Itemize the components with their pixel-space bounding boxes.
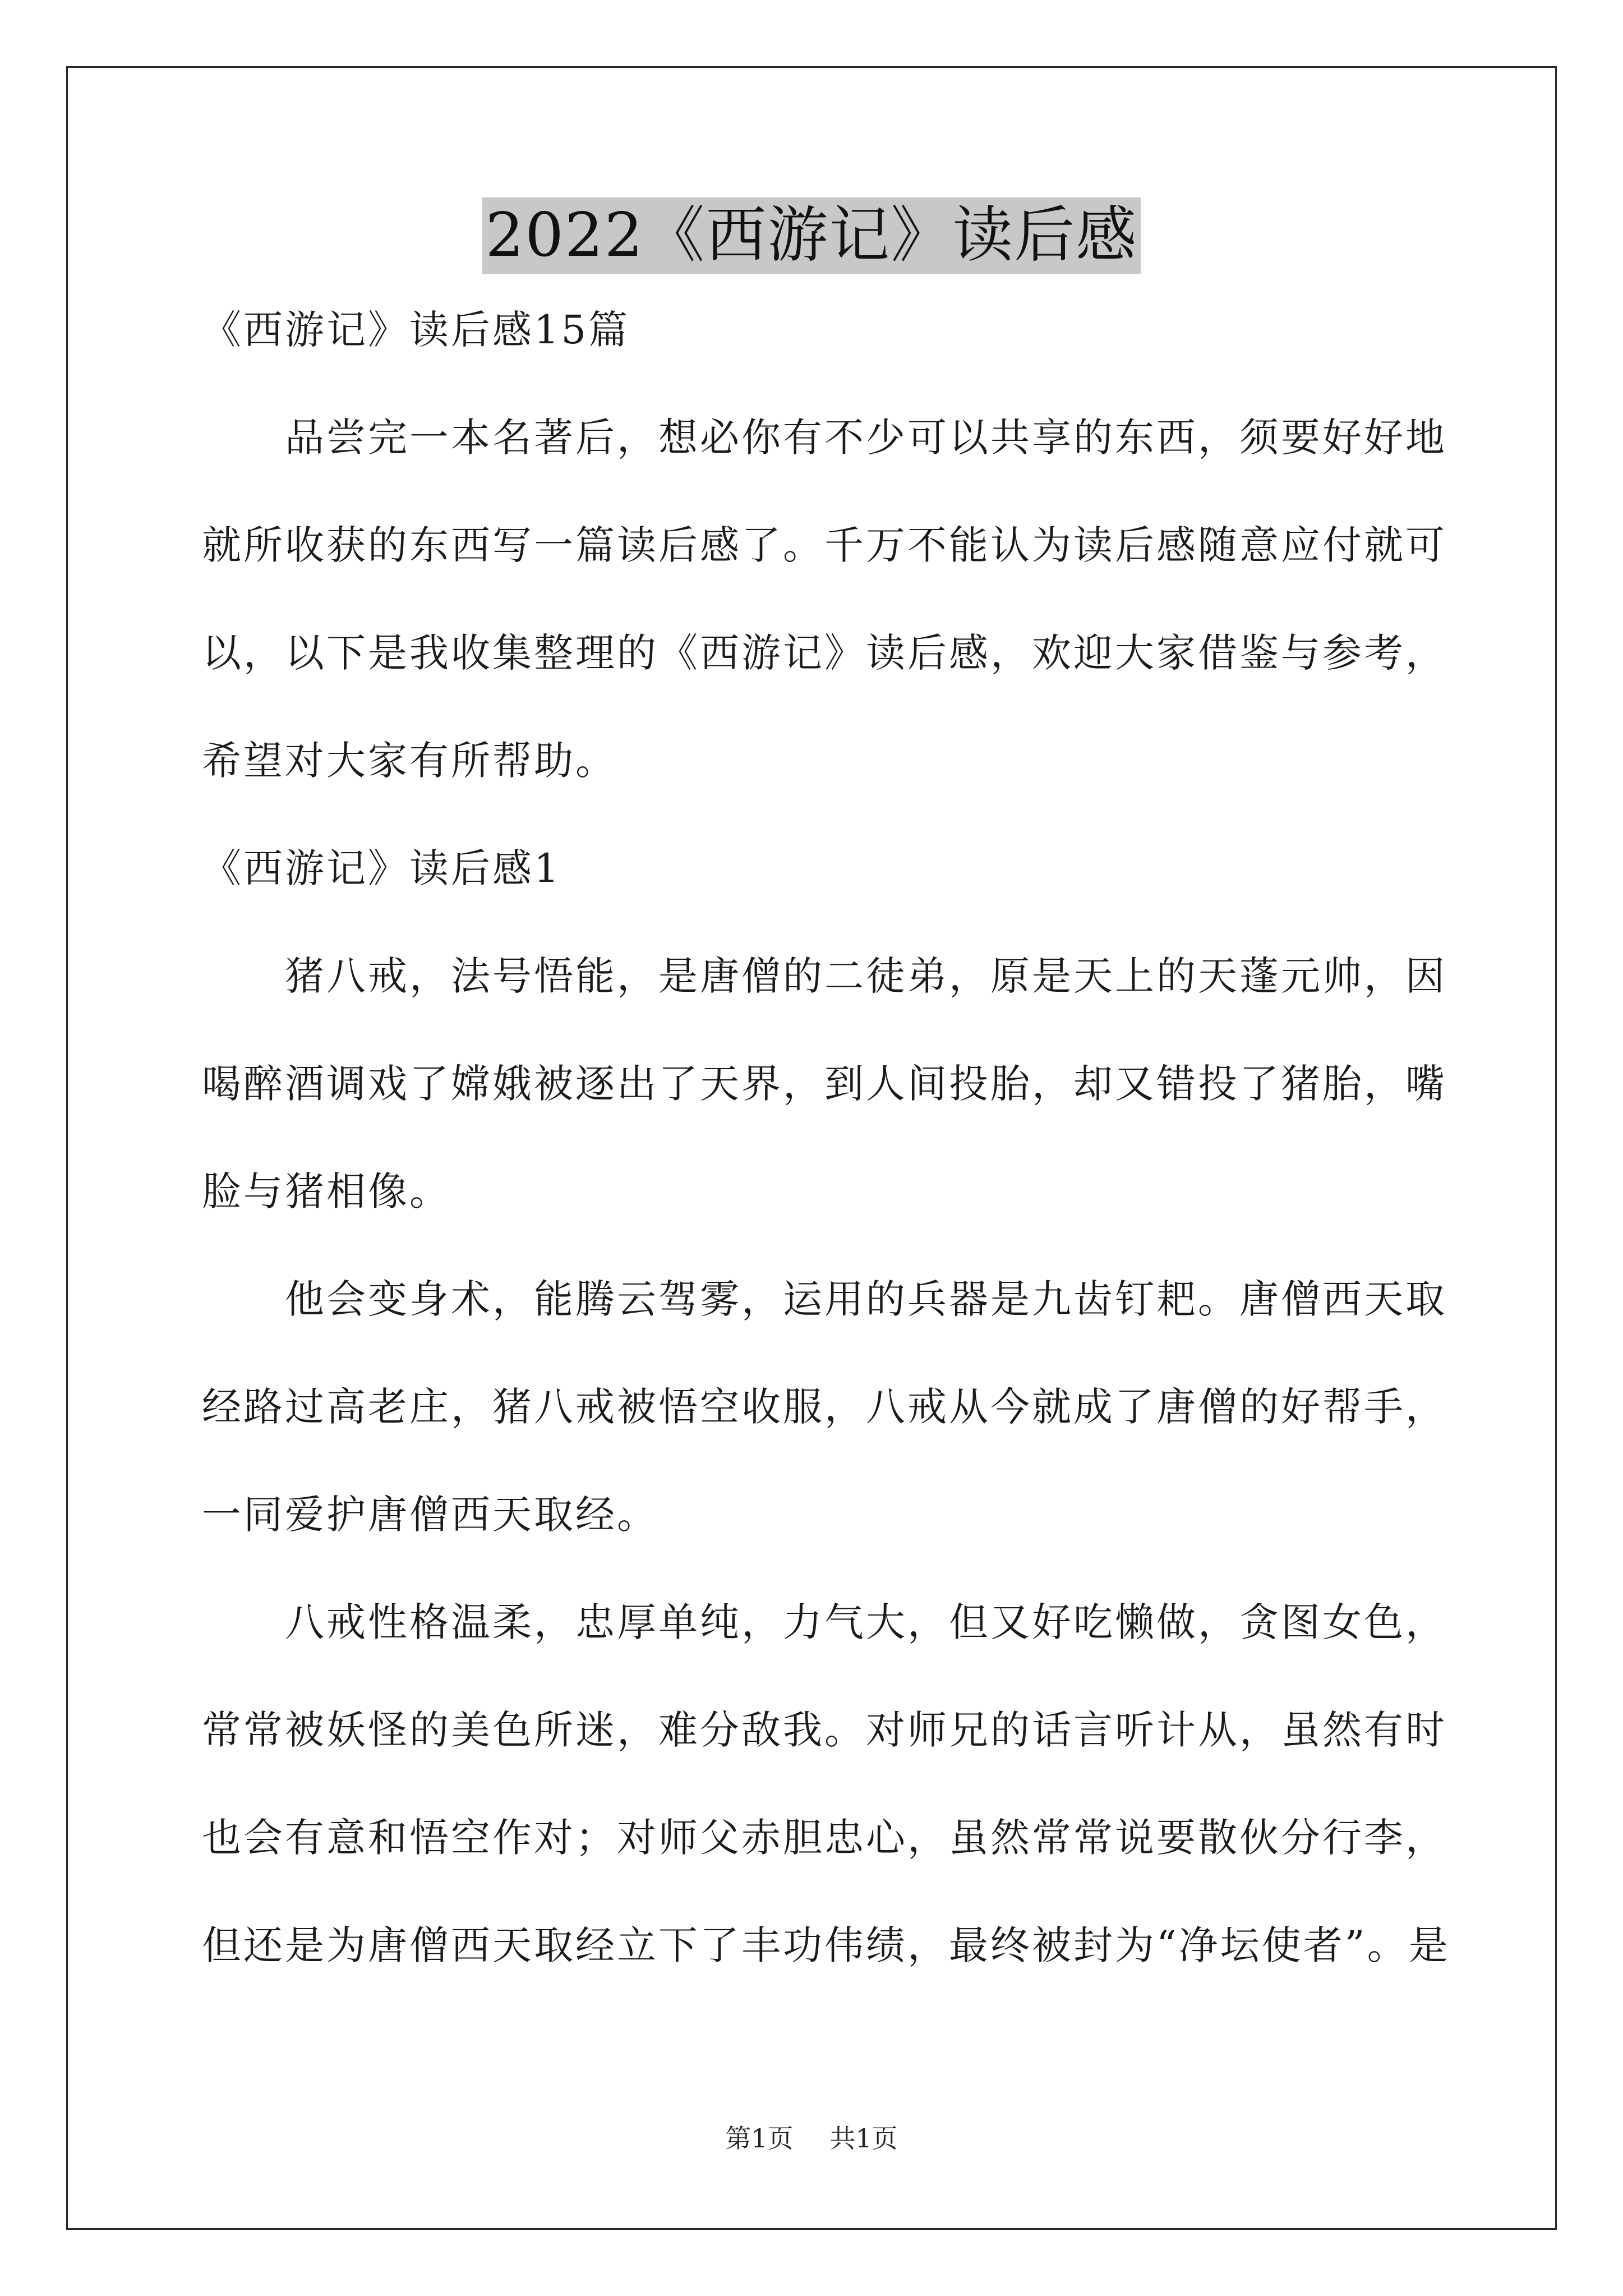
page-total: 共1页	[829, 2123, 898, 2154]
paragraph-3	[202, 1595, 1450, 1972]
paragraph-1	[202, 949, 1447, 1218]
paragraph-2	[202, 1272, 1447, 1542]
paragraph-line: 一同爱护唐僧西天取经。	[202, 1492, 658, 1538]
paragraph-line: 脸与猪相像。	[202, 1168, 451, 1214]
intro-line: 品尝完一本名著后，想必你有不少可以共享的东西，须要好好地	[285, 415, 1447, 461]
document-body	[202, 303, 1450, 2026]
intro-line: 希望对大家有所帮助。	[202, 738, 617, 784]
intro-line: 就所收获的东西写一篇读后感了。千万不能认为读后感随意应付就可	[202, 522, 1447, 568]
paragraph-line: 但还是为唐僧西天取经立下了丰功伟绩，最终被封为“净坛使者”。是	[202, 1922, 1450, 1968]
paragraph-line: 他会变身术，能腾云驾雾，运用的兵器是九齿钉耙。唐僧西天取	[285, 1276, 1447, 1322]
paragraph-line: 经路过高老庄，猪八戒被悟空收服，八戒从今就成了唐僧的好帮手，	[202, 1384, 1447, 1430]
page-number: 第1页	[725, 2123, 794, 2154]
paragraph-line: 八戒性格温柔，忠厚单纯，力气大，但又好吃懒做，贪图女色，	[285, 1599, 1447, 1645]
intro-line: 以，以下是我收集整理的《西游记》读后感，欢迎大家借鉴与参考，	[202, 630, 1447, 676]
paragraph-line: 常常被妖怪的美色所迷，难分敌我。对师兄的话言听计从，虽然有时	[202, 1707, 1447, 1753]
page-footer	[0, 2122, 1623, 2155]
intro-paragraph	[202, 411, 1447, 788]
paragraph-line: 喝醉酒调戏了嫦娥被逐出了天界，到人间投胎，却又错投了猪胎，嘴	[202, 1061, 1447, 1107]
paragraph-line: 猪八戒，法号悟能，是唐僧的二徒弟，原是天上的天蓬元帅，因	[285, 953, 1447, 999]
section-heading: 《西游记》读后感1	[202, 845, 561, 891]
title-container	[0, 197, 1623, 274]
document-title: 2022《西游记》读后感	[482, 197, 1141, 274]
main-heading: 《西游记》读后感15篇	[202, 307, 630, 353]
paragraph-line: 也会有意和悟空作对；对师父赤胆忠心，虽然常常说要散伙分行李，	[202, 1815, 1447, 1861]
